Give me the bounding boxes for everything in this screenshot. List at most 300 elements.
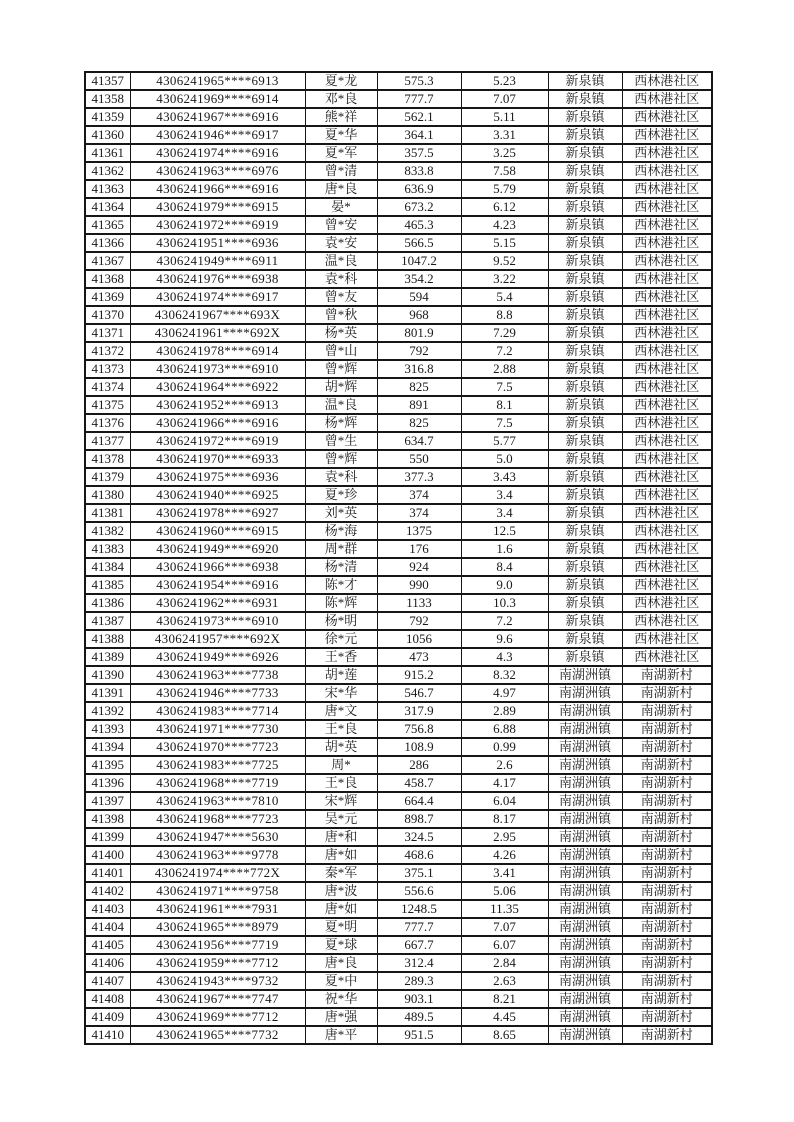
town: 新泉镇 <box>548 144 622 162</box>
id-card-masked: 4306241962****6931 <box>130 594 305 612</box>
town: 新泉镇 <box>548 396 622 414</box>
community: 西林港社区 <box>622 540 712 558</box>
community: 西林港社区 <box>622 126 712 144</box>
community: 南湖新村 <box>622 936 712 954</box>
name-masked: 夏*明 <box>305 918 377 936</box>
community: 南湖新村 <box>622 792 712 810</box>
row-index: 41404 <box>85 918 130 936</box>
town: 新泉镇 <box>548 126 622 144</box>
records-table <box>84 71 713 1045</box>
name-masked: 夏*珍 <box>305 486 377 504</box>
table-row <box>85 900 712 918</box>
row-index: 41358 <box>85 90 130 108</box>
community: 西林港社区 <box>622 414 712 432</box>
community: 南湖新村 <box>622 972 712 990</box>
row-index: 41408 <box>85 990 130 1008</box>
value-secondary: 3.22 <box>461 270 548 288</box>
table-row <box>85 1008 712 1026</box>
value-primary: 756.8 <box>377 720 461 738</box>
value-secondary: 8.1 <box>461 396 548 414</box>
community: 西林港社区 <box>622 234 712 252</box>
town: 新泉镇 <box>548 558 622 576</box>
table-row <box>85 756 712 774</box>
value-primary: 990 <box>377 576 461 594</box>
id-card-masked: 4306241973****6910 <box>130 360 305 378</box>
community: 西林港社区 <box>622 288 712 306</box>
id-card-masked: 4306241949****6926 <box>130 648 305 666</box>
table-row <box>85 522 712 540</box>
community: 西林港社区 <box>622 558 712 576</box>
town: 南湖洲镇 <box>548 1008 622 1026</box>
row-index: 41366 <box>85 234 130 252</box>
value-primary: 289.3 <box>377 972 461 990</box>
community: 南湖新村 <box>622 684 712 702</box>
name-masked: 唐*波 <box>305 882 377 900</box>
id-card-masked: 4306241976****6938 <box>130 270 305 288</box>
row-index: 41372 <box>85 342 130 360</box>
name-masked: 温*良 <box>305 252 377 270</box>
row-index: 41365 <box>85 216 130 234</box>
row-index: 41393 <box>85 720 130 738</box>
table-row <box>85 666 712 684</box>
row-index: 41369 <box>85 288 130 306</box>
table-row <box>85 414 712 432</box>
table-row <box>85 144 712 162</box>
value-secondary: 8.4 <box>461 558 548 576</box>
row-index: 41403 <box>85 900 130 918</box>
id-card-masked: 4306241967****693X <box>130 306 305 324</box>
town: 新泉镇 <box>548 522 622 540</box>
value-primary: 915.2 <box>377 666 461 684</box>
row-index: 41377 <box>85 432 130 450</box>
community: 南湖新村 <box>622 846 712 864</box>
row-index: 41392 <box>85 702 130 720</box>
value-secondary: 2.84 <box>461 954 548 972</box>
town: 南湖洲镇 <box>548 666 622 684</box>
value-primary: 546.7 <box>377 684 461 702</box>
value-primary: 801.9 <box>377 324 461 342</box>
id-card-masked: 4306241971****7730 <box>130 720 305 738</box>
town: 南湖洲镇 <box>548 774 622 792</box>
community: 南湖新村 <box>622 882 712 900</box>
id-card-masked: 4306241947****5630 <box>130 828 305 846</box>
row-index: 41384 <box>85 558 130 576</box>
community: 西林港社区 <box>622 180 712 198</box>
table-row <box>85 108 712 126</box>
value-secondary: 4.17 <box>461 774 548 792</box>
value-primary: 566.5 <box>377 234 461 252</box>
value-secondary: 3.4 <box>461 504 548 522</box>
town: 新泉镇 <box>548 612 622 630</box>
value-primary: 667.7 <box>377 936 461 954</box>
community: 南湖新村 <box>622 864 712 882</box>
town: 新泉镇 <box>548 432 622 450</box>
value-secondary: 8.21 <box>461 990 548 1008</box>
table-row <box>85 90 712 108</box>
community: 西林港社区 <box>622 396 712 414</box>
id-card-masked: 4306241960****6915 <box>130 522 305 540</box>
town: 新泉镇 <box>548 468 622 486</box>
town: 新泉镇 <box>548 378 622 396</box>
value-secondary: 9.0 <box>461 576 548 594</box>
community: 西林港社区 <box>622 306 712 324</box>
id-card-masked: 4306241969****6914 <box>130 90 305 108</box>
community: 西林港社区 <box>622 612 712 630</box>
community: 西林港社区 <box>622 324 712 342</box>
table-row <box>85 972 712 990</box>
row-index: 41364 <box>85 198 130 216</box>
name-masked: 唐*良 <box>305 954 377 972</box>
value-secondary: 7.29 <box>461 324 548 342</box>
value-secondary: 12.5 <box>461 522 548 540</box>
value-primary: 377.3 <box>377 468 461 486</box>
name-masked: 周* <box>305 756 377 774</box>
value-primary: 1375 <box>377 522 461 540</box>
town: 新泉镇 <box>548 72 622 90</box>
value-secondary: 5.15 <box>461 234 548 252</box>
value-secondary: 8.65 <box>461 1026 548 1044</box>
value-primary: 594 <box>377 288 461 306</box>
id-card-masked: 4306241965****6913 <box>130 72 305 90</box>
id-card-masked: 4306241973****6910 <box>130 612 305 630</box>
row-index: 41387 <box>85 612 130 630</box>
town: 新泉镇 <box>548 270 622 288</box>
value-primary: 825 <box>377 378 461 396</box>
table-row <box>85 378 712 396</box>
row-index: 41371 <box>85 324 130 342</box>
town: 新泉镇 <box>548 576 622 594</box>
town: 南湖洲镇 <box>548 810 622 828</box>
name-masked: 胡*辉 <box>305 378 377 396</box>
id-card-masked: 4306241940****6925 <box>130 486 305 504</box>
table-row <box>85 630 712 648</box>
row-index: 41357 <box>85 72 130 90</box>
id-card-masked: 4306241963****7738 <box>130 666 305 684</box>
row-index: 41401 <box>85 864 130 882</box>
value-primary: 825 <box>377 414 461 432</box>
value-primary: 375.1 <box>377 864 461 882</box>
community: 南湖新村 <box>622 918 712 936</box>
value-primary: 176 <box>377 540 461 558</box>
value-secondary: 10.3 <box>461 594 548 612</box>
name-masked: 胡*莲 <box>305 666 377 684</box>
row-index: 41396 <box>85 774 130 792</box>
value-primary: 968 <box>377 306 461 324</box>
id-card-masked: 4306241963****6976 <box>130 162 305 180</box>
community: 西林港社区 <box>622 450 712 468</box>
community: 南湖新村 <box>622 828 712 846</box>
value-secondary: 4.45 <box>461 1008 548 1026</box>
name-masked: 晏* <box>305 198 377 216</box>
community: 西林港社区 <box>622 162 712 180</box>
row-index: 41385 <box>85 576 130 594</box>
name-masked: 杨*清 <box>305 558 377 576</box>
table-row <box>85 558 712 576</box>
table-row <box>85 324 712 342</box>
id-card-masked: 4306241969****7712 <box>130 1008 305 1026</box>
row-index: 41382 <box>85 522 130 540</box>
row-index: 41379 <box>85 468 130 486</box>
town: 南湖洲镇 <box>548 828 622 846</box>
name-masked: 曾*清 <box>305 162 377 180</box>
table-row <box>85 432 712 450</box>
row-index: 41380 <box>85 486 130 504</box>
name-masked: 唐*平 <box>305 1026 377 1044</box>
value-secondary: 6.12 <box>461 198 548 216</box>
community: 西林港社区 <box>622 72 712 90</box>
name-masked: 曾*辉 <box>305 450 377 468</box>
table-row <box>85 576 712 594</box>
name-masked: 夏*中 <box>305 972 377 990</box>
row-index: 41398 <box>85 810 130 828</box>
community: 南湖新村 <box>622 1008 712 1026</box>
table-row <box>85 648 712 666</box>
row-index: 41359 <box>85 108 130 126</box>
town: 新泉镇 <box>548 342 622 360</box>
name-masked: 曾*山 <box>305 342 377 360</box>
community: 西林港社区 <box>622 630 712 648</box>
community: 南湖新村 <box>622 720 712 738</box>
name-masked: 夏*球 <box>305 936 377 954</box>
name-masked: 邓*良 <box>305 90 377 108</box>
table-row <box>85 882 712 900</box>
town: 南湖洲镇 <box>548 720 622 738</box>
community: 西林港社区 <box>622 594 712 612</box>
value-secondary: 11.35 <box>461 900 548 918</box>
id-card-masked: 4306241961****7931 <box>130 900 305 918</box>
name-masked: 袁*科 <box>305 270 377 288</box>
value-secondary: 5.06 <box>461 882 548 900</box>
town: 南湖洲镇 <box>548 738 622 756</box>
row-index: 41383 <box>85 540 130 558</box>
name-masked: 刘*英 <box>305 504 377 522</box>
town: 南湖洲镇 <box>548 684 622 702</box>
value-secondary: 9.52 <box>461 252 548 270</box>
community: 南湖新村 <box>622 810 712 828</box>
row-index: 41367 <box>85 252 130 270</box>
value-secondary: 5.79 <box>461 180 548 198</box>
table-row <box>85 828 712 846</box>
town: 南湖洲镇 <box>548 846 622 864</box>
value-primary: 468.6 <box>377 846 461 864</box>
community: 西林港社区 <box>622 270 712 288</box>
town: 新泉镇 <box>548 504 622 522</box>
name-masked: 宋*华 <box>305 684 377 702</box>
value-secondary: 6.07 <box>461 936 548 954</box>
row-index: 41373 <box>85 360 130 378</box>
table-row <box>85 216 712 234</box>
value-secondary: 8.32 <box>461 666 548 684</box>
community: 西林港社区 <box>622 522 712 540</box>
table-row <box>85 306 712 324</box>
value-primary: 777.7 <box>377 90 461 108</box>
row-index: 41400 <box>85 846 130 864</box>
id-card-masked: 4306241983****7714 <box>130 702 305 720</box>
town: 新泉镇 <box>548 180 622 198</box>
id-card-masked: 4306241963****9778 <box>130 846 305 864</box>
town: 南湖洲镇 <box>548 792 622 810</box>
name-masked: 温*良 <box>305 396 377 414</box>
value-secondary: 3.4 <box>461 486 548 504</box>
id-card-masked: 4306241978****6927 <box>130 504 305 522</box>
community: 西林港社区 <box>622 108 712 126</box>
community: 西林港社区 <box>622 378 712 396</box>
value-primary: 664.4 <box>377 792 461 810</box>
value-secondary: 2.88 <box>461 360 548 378</box>
value-primary: 550 <box>377 450 461 468</box>
name-masked: 曾*辉 <box>305 360 377 378</box>
table-row <box>85 288 712 306</box>
community: 西林港社区 <box>622 216 712 234</box>
value-secondary: 4.26 <box>461 846 548 864</box>
row-index: 41374 <box>85 378 130 396</box>
table-row <box>85 792 712 810</box>
id-card-masked: 4306241946****6917 <box>130 126 305 144</box>
community: 南湖新村 <box>622 990 712 1008</box>
row-index: 41376 <box>85 414 130 432</box>
value-secondary: 4.3 <box>461 648 548 666</box>
name-masked: 夏*龙 <box>305 72 377 90</box>
value-primary: 286 <box>377 756 461 774</box>
value-primary: 1047.2 <box>377 252 461 270</box>
community: 西林港社区 <box>622 576 712 594</box>
name-masked: 曾*友 <box>305 288 377 306</box>
value-primary: 891 <box>377 396 461 414</box>
table-row <box>85 540 712 558</box>
name-masked: 唐*文 <box>305 702 377 720</box>
town: 新泉镇 <box>548 234 622 252</box>
value-secondary: 6.88 <box>461 720 548 738</box>
value-primary: 374 <box>377 504 461 522</box>
town: 新泉镇 <box>548 450 622 468</box>
name-masked: 唐*良 <box>305 180 377 198</box>
value-secondary: 7.5 <box>461 414 548 432</box>
value-primary: 1133 <box>377 594 461 612</box>
id-card-masked: 4306241983****7725 <box>130 756 305 774</box>
table-row <box>85 252 712 270</box>
town: 新泉镇 <box>548 630 622 648</box>
community: 西林港社区 <box>622 342 712 360</box>
town: 新泉镇 <box>548 324 622 342</box>
row-index: 41388 <box>85 630 130 648</box>
id-card-masked: 4306241970****7723 <box>130 738 305 756</box>
row-index: 41409 <box>85 1008 130 1026</box>
value-primary: 465.3 <box>377 216 461 234</box>
value-secondary: 7.07 <box>461 918 548 936</box>
id-card-masked: 4306241978****6914 <box>130 342 305 360</box>
value-primary: 316.8 <box>377 360 461 378</box>
row-index: 41402 <box>85 882 130 900</box>
name-masked: 曾*生 <box>305 432 377 450</box>
id-card-masked: 4306241967****6916 <box>130 108 305 126</box>
row-index: 41386 <box>85 594 130 612</box>
table-row <box>85 810 712 828</box>
value-secondary: 3.25 <box>461 144 548 162</box>
table-row <box>85 702 712 720</box>
value-secondary: 7.5 <box>461 378 548 396</box>
row-index: 41375 <box>85 396 130 414</box>
id-card-masked: 4306241968****7719 <box>130 774 305 792</box>
id-card-masked: 4306241972****6919 <box>130 432 305 450</box>
value-secondary: 5.77 <box>461 432 548 450</box>
town: 南湖洲镇 <box>548 936 622 954</box>
table-row <box>85 198 712 216</box>
id-card-masked: 4306241979****6915 <box>130 198 305 216</box>
value-primary: 562.1 <box>377 108 461 126</box>
value-primary: 898.7 <box>377 810 461 828</box>
town: 新泉镇 <box>548 162 622 180</box>
id-card-masked: 4306241967****7747 <box>130 990 305 1008</box>
town: 南湖洲镇 <box>548 864 622 882</box>
value-secondary: 3.41 <box>461 864 548 882</box>
name-masked: 吴*元 <box>305 810 377 828</box>
town: 新泉镇 <box>548 198 622 216</box>
value-primary: 634.7 <box>377 432 461 450</box>
row-index: 41390 <box>85 666 130 684</box>
value-primary: 673.2 <box>377 198 461 216</box>
id-card-masked: 4306241971****9758 <box>130 882 305 900</box>
community: 南湖新村 <box>622 774 712 792</box>
name-masked: 杨*明 <box>305 612 377 630</box>
value-primary: 354.2 <box>377 270 461 288</box>
value-secondary: 3.31 <box>461 126 548 144</box>
community: 西林港社区 <box>622 252 712 270</box>
community: 西林港社区 <box>622 468 712 486</box>
row-index: 41360 <box>85 126 130 144</box>
value-secondary: 1.6 <box>461 540 548 558</box>
table-row <box>85 594 712 612</box>
name-masked: 唐*如 <box>305 900 377 918</box>
row-index: 41362 <box>85 162 130 180</box>
town: 南湖洲镇 <box>548 1026 622 1044</box>
town: 南湖洲镇 <box>548 972 622 990</box>
value-primary: 108.9 <box>377 738 461 756</box>
id-card-masked: 4306241974****6917 <box>130 288 305 306</box>
row-index: 41378 <box>85 450 130 468</box>
row-index: 41381 <box>85 504 130 522</box>
table-row <box>85 468 712 486</box>
value-primary: 364.1 <box>377 126 461 144</box>
name-masked: 胡*英 <box>305 738 377 756</box>
name-masked: 王*良 <box>305 720 377 738</box>
town: 新泉镇 <box>548 288 622 306</box>
community: 西林港社区 <box>622 198 712 216</box>
row-index: 41407 <box>85 972 130 990</box>
row-index: 41368 <box>85 270 130 288</box>
row-index: 41370 <box>85 306 130 324</box>
community: 南湖新村 <box>622 702 712 720</box>
id-card-masked: 4306241968****7723 <box>130 810 305 828</box>
row-index: 41397 <box>85 792 130 810</box>
community: 西林港社区 <box>622 504 712 522</box>
row-index: 41394 <box>85 738 130 756</box>
value-secondary: 5.23 <box>461 72 548 90</box>
community: 南湖新村 <box>622 738 712 756</box>
id-card-masked: 4306241956****7719 <box>130 936 305 954</box>
value-secondary: 0.99 <box>461 738 548 756</box>
value-primary: 312.4 <box>377 954 461 972</box>
community: 西林港社区 <box>622 360 712 378</box>
id-card-masked: 4306241961****692X <box>130 324 305 342</box>
value-secondary: 8.17 <box>461 810 548 828</box>
table-row <box>85 396 712 414</box>
value-primary: 324.5 <box>377 828 461 846</box>
id-card-masked: 4306241949****6920 <box>130 540 305 558</box>
town: 新泉镇 <box>548 216 622 234</box>
id-card-masked: 4306241946****7733 <box>130 684 305 702</box>
town: 新泉镇 <box>548 90 622 108</box>
value-primary: 924 <box>377 558 461 576</box>
